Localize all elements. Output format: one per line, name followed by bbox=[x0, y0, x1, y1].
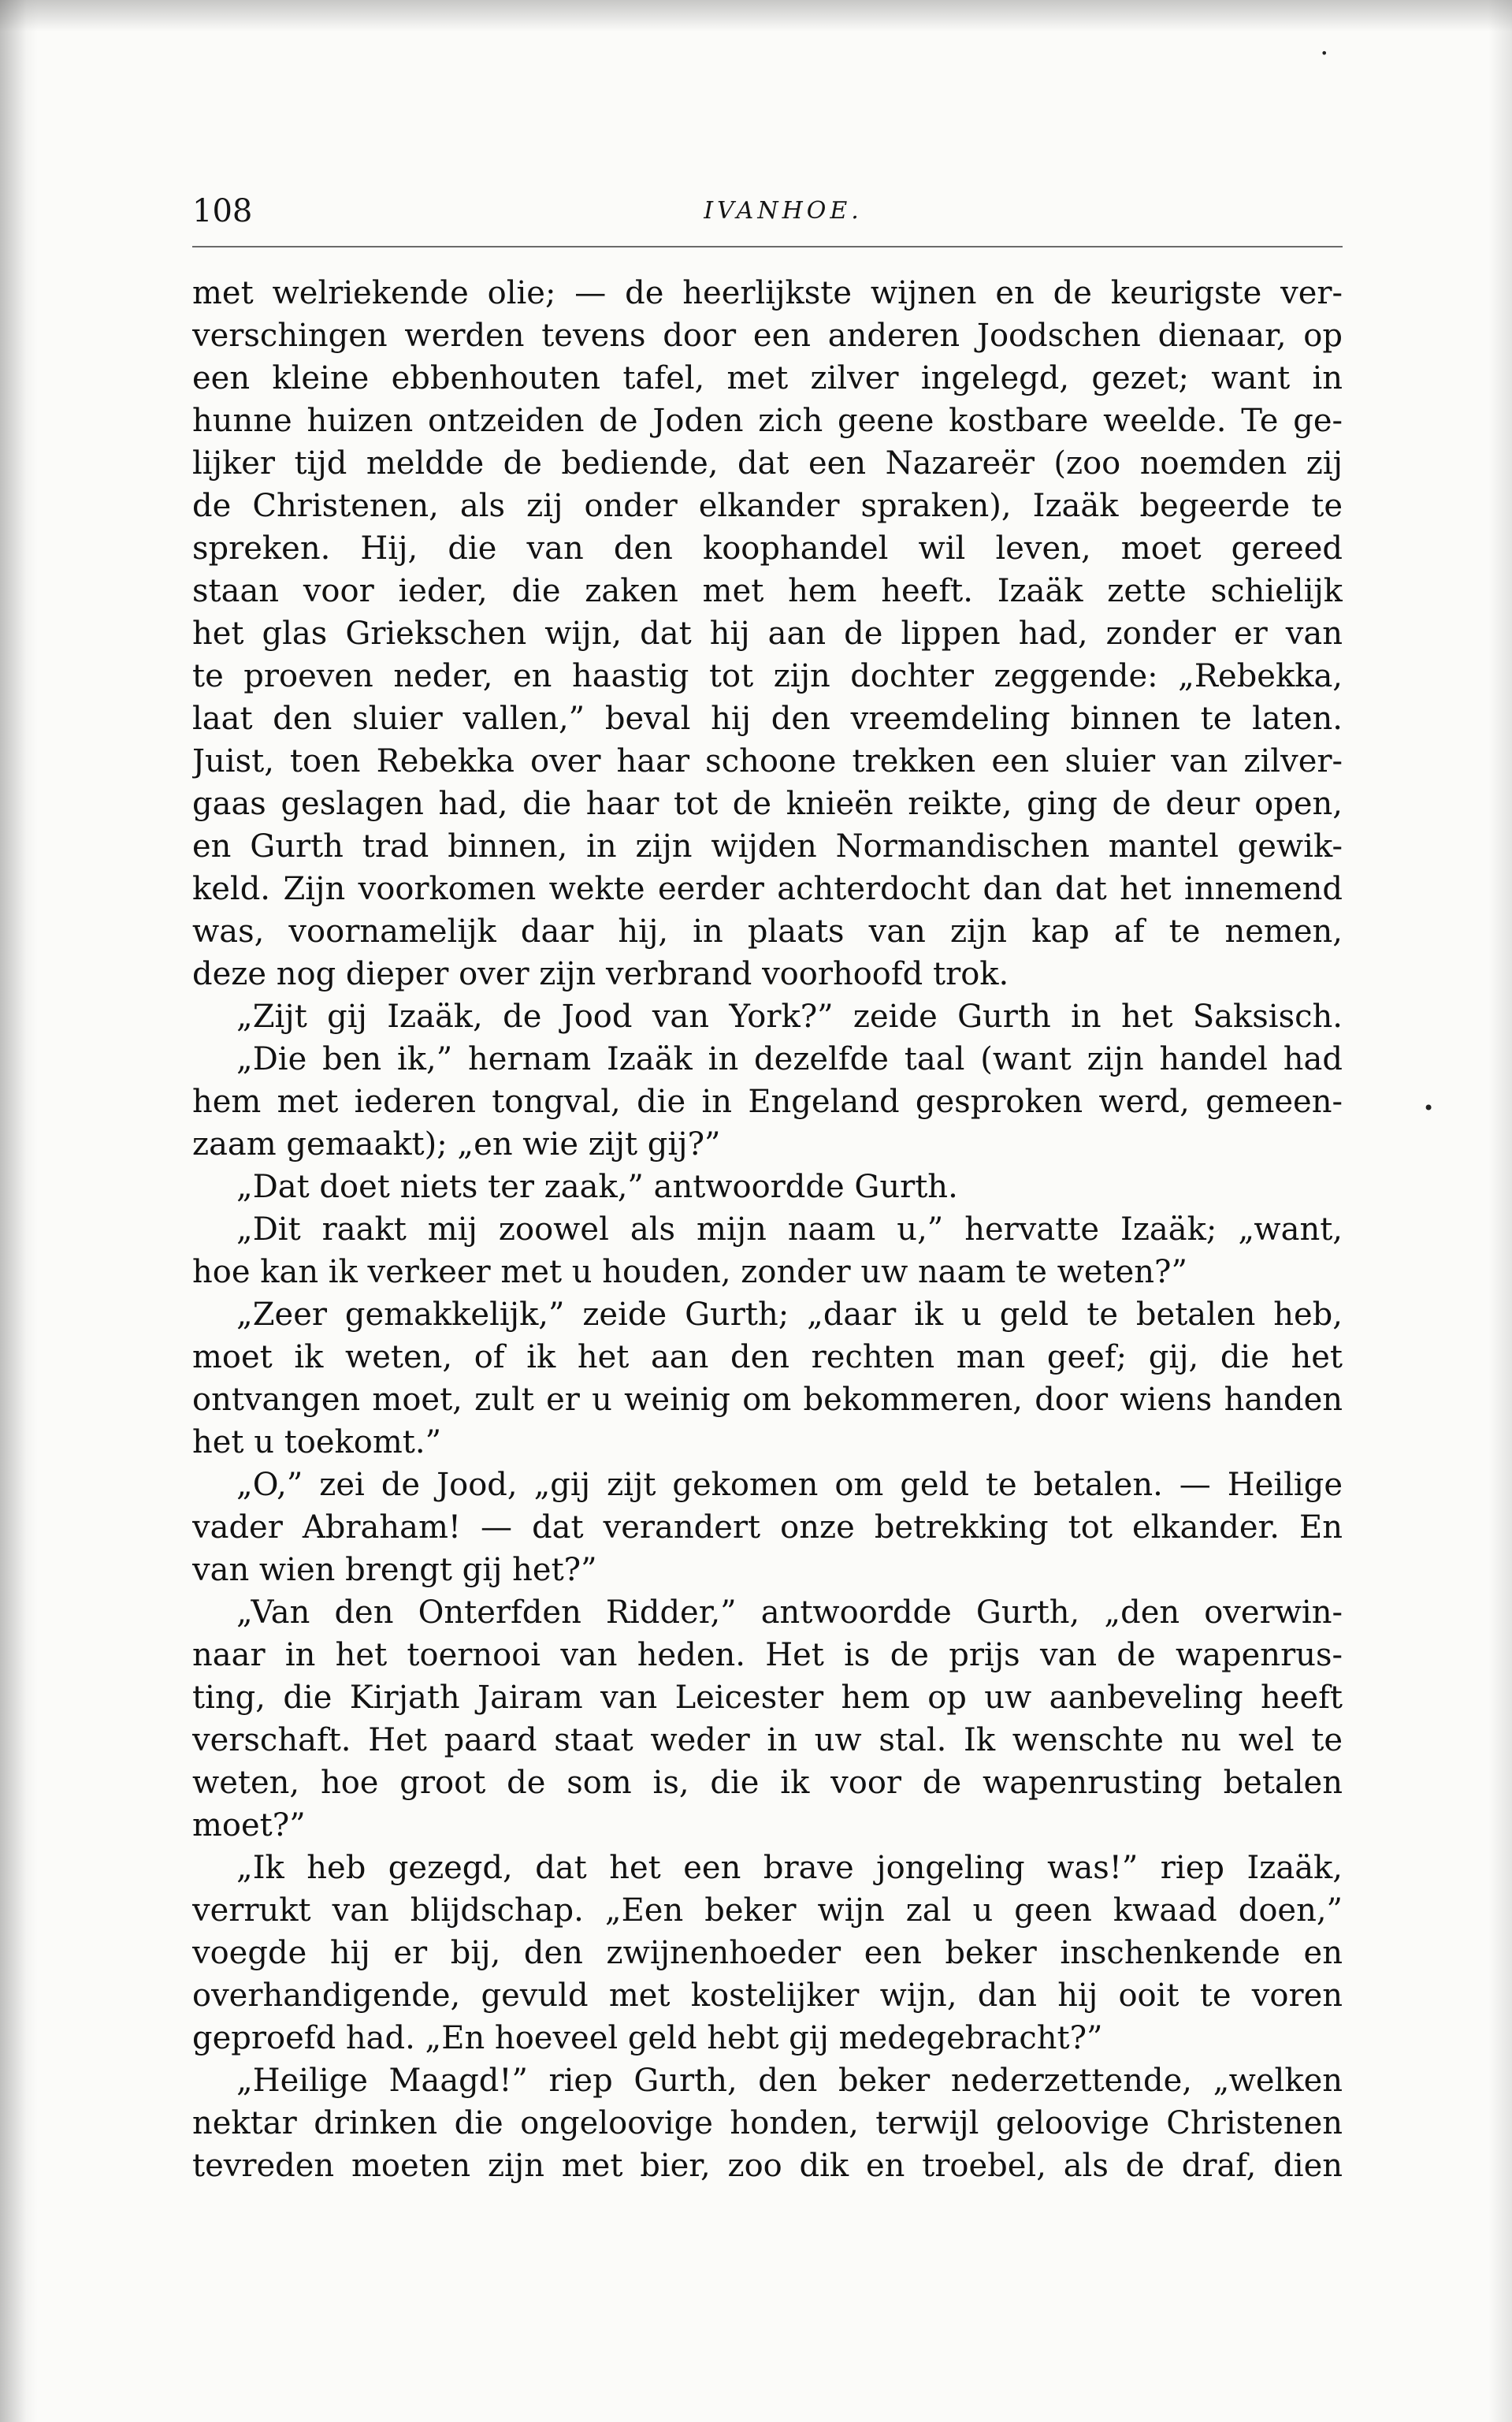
text-line: ting, die Kirjath Jairam van Leicester hem op uw aanbeveling heeft bbox=[192, 1680, 1343, 1716]
text-line: „Zeer gemakkelijk,” zeide Gurth; „daar ik u geld te betalen heb, bbox=[236, 1297, 1343, 1333]
margin-dot: • bbox=[1423, 1097, 1435, 1119]
text-line: was, voornamelijk daar hij, in plaats van zijn kap af te nemen, bbox=[192, 913, 1343, 950]
text-line: „Ik heb gezegd, dat het een brave jongeling was!” riep Izaäk, bbox=[236, 1850, 1343, 1886]
text-line: moet ik weten, of ik het aan den rechten man geef; gij, die het bbox=[192, 1339, 1343, 1375]
text-line: laat den sluier vallen,” beval hij den vreemdeling binnen te laten. bbox=[192, 701, 1343, 737]
text-line: gaas geslagen had, die haar tot de knieën reikte, ging de deur open, bbox=[192, 786, 1343, 822]
text-line: naar in het toernooi van heden. Het is de prijs van de wapenrus- bbox=[192, 1637, 1343, 1673]
text-line: en Gurth trad binnen, in zijn wijden Normandischen mantel gewik- bbox=[192, 828, 1343, 865]
text-line: het u toekomt.” bbox=[192, 1424, 442, 1460]
text-line: overhandigende, gevuld met kostelijker wijn, dan hij ooit te voren bbox=[192, 1977, 1343, 2014]
text-line: zaam gemaakt); „en wie zijt gij?” bbox=[192, 1126, 721, 1163]
text-line: met welriekende olie; — de heerlijkste wijnen en de keurigste ver- bbox=[192, 275, 1343, 311]
text-line: verschaft. Het paard staat weder in uw stal. Ik wenschte nu wel te bbox=[192, 1722, 1343, 1758]
text-line: keld. Zijn voorkomen wekte eerder achterdocht dan dat het innemend bbox=[192, 871, 1343, 907]
text-line: hem met iederen tongval, die in Engeland gesproken werd, gemeen- bbox=[192, 1084, 1343, 1120]
text-line: „O,” zei de Jood, „gij zijt gekomen om geld te betalen. — Heilige bbox=[236, 1467, 1343, 1503]
text-line: moet?” bbox=[192, 1807, 306, 1843]
body-text bbox=[192, 272, 1343, 2187]
text-line: vader Abraham! — dat verandert onze betrekking tot elkander. En bbox=[192, 1509, 1343, 1546]
text-line: te proeven neder, en haastig tot zijn dochter zeggende: „Rebekka, bbox=[192, 658, 1343, 694]
header-rule bbox=[192, 246, 1343, 247]
text-line: staan voor ieder, die zaken met hem heeft. Izaäk zette schielijk bbox=[192, 573, 1343, 609]
text-line: het glas Griekschen wijn, dat hij aan de lippen had, zonder er van bbox=[192, 616, 1343, 652]
scan-shadow-left bbox=[0, 0, 38, 2422]
text-line: „Die ben ik,” hernam Izaäk in dezelfde taal (want zijn handel had bbox=[236, 1041, 1343, 1077]
text-line: geproefd had. „En hoeveel geld hebt gij medegebracht?” bbox=[192, 2020, 1103, 2056]
scan-shadow-right bbox=[1488, 0, 1512, 2422]
text-line: weten, hoe groot de som is, die ik voor de wapenrusting betalen bbox=[192, 1765, 1343, 1801]
text-line: voegde hij er bij, den zwijnenhoeder een beker inschenkende en bbox=[192, 1935, 1343, 1971]
text-line: een kleine ebbenhouten tafel, met zilver ingelegd, gezet; want in bbox=[192, 360, 1343, 396]
text-line: de Christenen, als zij onder elkander spraken), Izaäk begeerde te bbox=[192, 488, 1343, 524]
text-line: deze nog dieper over zijn verbrand voorhoofd trok. bbox=[192, 956, 1009, 992]
page-header bbox=[192, 188, 1343, 235]
text-line: spreken. Hij, die van den koophandel wil leven, moet gereed bbox=[192, 530, 1343, 567]
text-line: Juist, toen Rebekka over haar schoone trekken een sluier van zilver- bbox=[192, 743, 1343, 779]
text-line: ontvangen moet, zult er u weinig om bekommeren, door wiens handen bbox=[192, 1382, 1343, 1418]
margin-dot: • bbox=[1321, 46, 1328, 61]
text-line: verschingen werden tevens door een anderen Joodschen dienaar, op bbox=[192, 318, 1343, 354]
text-line: „Zijt gij Izaäk, de Jood van York?” zeide Gurth in het Saksisch. bbox=[236, 999, 1343, 1035]
text-line: hoe kan ik verkeer met u houden, zonder uw naam te weten?” bbox=[192, 1254, 1187, 1290]
text-line: „Dat doet niets ter zaak,” antwoordde Gurth. bbox=[236, 1169, 958, 1205]
scan-shadow-top bbox=[0, 0, 1512, 32]
text-line: lijker tijd meldde de bediende, dat een Nazareër (zoo noemden zij bbox=[192, 445, 1343, 482]
text-line: verrukt van blijdschap. „Een beker wijn zal u geen kwaad doen,” bbox=[192, 1892, 1343, 1929]
text-line: van wien brengt gij het?” bbox=[192, 1552, 597, 1588]
text-line: „Van den Onterfden Ridder,” antwoordde Gurth, „den overwin- bbox=[236, 1594, 1343, 1631]
text-line: nektar drinken die ongeloovige honden, terwijl geloovige Christenen bbox=[192, 2105, 1343, 2141]
running-title: IVANHOE. bbox=[704, 197, 863, 225]
text-line: „Dit raakt mij zoowel als mijn naam u,” hervatte Izaäk; „want, bbox=[236, 1211, 1343, 1248]
page-number: 108 bbox=[192, 193, 253, 229]
text-line: „Heilige Maagd!” riep Gurth, den beker nederzettende, „welken bbox=[236, 2063, 1343, 2099]
text-line: tevreden moeten zijn met bier, zoo dik en troebel, als de draf, dien bbox=[192, 2148, 1343, 2184]
text-line: hunne huizen ontzeiden de Joden zich geene kostbare weelde. Te ge- bbox=[192, 403, 1343, 439]
